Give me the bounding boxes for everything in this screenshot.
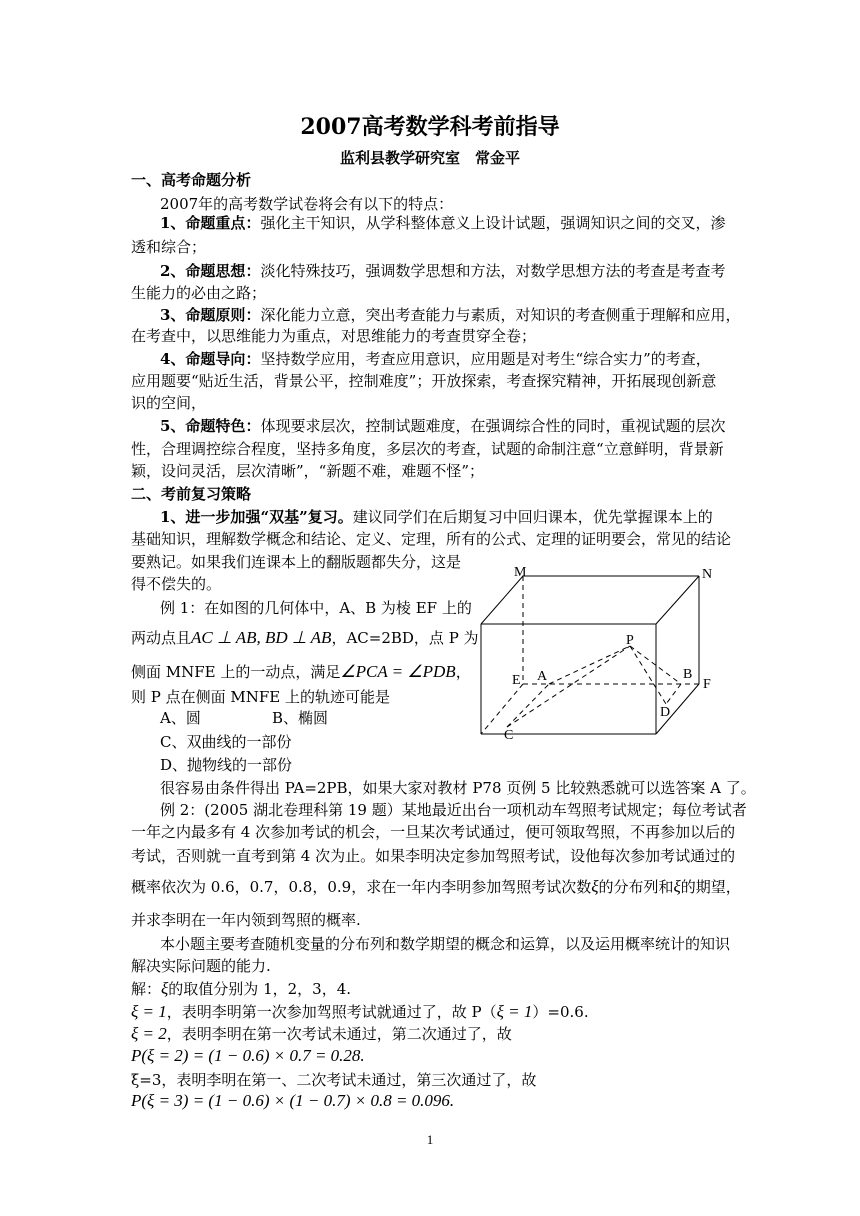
option-c: C、双曲线的一部份 — [160, 733, 292, 751]
point3-label: 3、命题原则： — [160, 306, 261, 324]
section1-intro: 2007年的高考数学试卷将会有以下的特点： — [160, 195, 454, 213]
segment-BD — [666, 684, 681, 704]
point4-line1 — [160, 349, 711, 369]
example2-line3: 考试，否则就一直考到第 4 次为止。如果李明决定参加驾照考试，设他每次参加考试通过的 — [131, 847, 736, 865]
example1-text-post: ，AC=2BD，点 P 为 — [331, 629, 479, 647]
point1-label: 1、命题重点： — [160, 214, 261, 232]
edge-M-front — [481, 576, 523, 624]
point4-line2: 应用题要“贴近生活，背景公平，控制难度”；开放探索，考查探究精神，开拓展现创新意 — [131, 372, 717, 390]
segment-CA — [507, 684, 549, 727]
solution-text-2: ，表明李明第一次参加驾照考试就通过了，故 P（ — [166, 1003, 497, 1021]
example1-text: 两动点且 — [131, 629, 192, 647]
solution-math-xi1b: ξ = 1 — [496, 1002, 533, 1021]
point1-line1 — [160, 213, 725, 233]
label-E: E — [512, 673, 521, 688]
point3-line2: 在考查中，以思维能力为重点，对思维能力的考查贯穿全卷； — [131, 327, 537, 345]
example2-text-4-mid: 的分布列和 — [598, 878, 674, 896]
solution-text-2-end: ）=0.6. — [532, 1003, 589, 1021]
example1-line4: 则 P 点在侧面 MNFE 上的轨迹可能是 — [131, 688, 391, 706]
example1-text-3: 侧面 MNFE 上的一动点，满足 — [131, 663, 341, 681]
point4-line3: 识的空间， — [131, 394, 207, 412]
solution-text-1: 的取值分别为 1，2，3，4. — [168, 980, 352, 998]
geometry-figure — [470, 564, 732, 746]
solution-formula-p2: P(ξ = 2) = (1 − 0.6) × 0.7 = 0.28. — [131, 1046, 365, 1065]
point2-line1 — [160, 261, 725, 281]
point3-text: 深化能力立意，突出考查能力与素质，对知识的考查侧重于理解和应用， — [260, 306, 741, 324]
solution-line5: ξ=3，表明李明在第一、二次考试未通过，第三次通过了，故 — [131, 1071, 537, 1089]
point5-text: 体现要求层次，控制试题难度，在强调综合性的同时，重视试题的层次 — [260, 417, 726, 435]
solution-text-3: ，表明李明在第一次考试未通过，第二次通过了，故 — [166, 1025, 512, 1043]
solution-math-xi1: ξ = 1 — [131, 1002, 167, 1021]
label-P: P — [626, 633, 634, 648]
label-M: M — [514, 565, 527, 580]
xi-symbol: ξ — [161, 979, 169, 998]
author-line: 监利县教学研究室 常金平 — [339, 149, 520, 167]
example2-line4 — [131, 877, 741, 897]
point1-line2: 透和综合； — [131, 238, 207, 256]
solution-line2 — [131, 1002, 589, 1022]
strategy1-line1 — [160, 507, 713, 527]
example2-text-4-post: 的期望， — [680, 878, 741, 896]
xi-symbol: ξ — [591, 877, 599, 896]
xi-symbol: ξ — [673, 877, 681, 896]
segment-PD — [630, 646, 666, 704]
example2-text-4: 概率依次为 0.6，0.7，0.8，0.9，求在一年内李明参加驾照考试次数 — [131, 878, 592, 896]
example1-line1: 例 1：在如图的几何体中，A、B 为棱 EF 上的 — [160, 599, 472, 617]
label-A: A — [537, 669, 548, 684]
strategy1-label: 1、进一步加强“双基”复习。 — [160, 508, 353, 526]
solution-prefix: 解： — [131, 980, 162, 998]
point2-label: 2、命题思想： — [160, 262, 261, 280]
solution-line4 — [131, 1046, 365, 1066]
strategy1-text: 建议同学们在后期复习中回归课本，优先掌握课本上的 — [352, 508, 713, 526]
example2-line6: 本小题主要考查随机变量的分布列和数学期望的概念和运算，以及运用概率统计的知识 — [160, 935, 731, 953]
option-d: D、抛物线的一部份 — [160, 756, 293, 774]
strategy1-line2: 基础知识，理解数学概念和结论、定义、定理，所有的公式、定理的证明要会，常见的结论 — [131, 530, 732, 548]
point4-label: 4、命题导向： — [160, 350, 261, 368]
label-C: C — [504, 728, 514, 743]
solution-line1 — [131, 979, 351, 999]
point2-text: 淡化特殊技巧，强调数学思想和方法，对数学思想方法的考查是考查考 — [260, 262, 726, 280]
example1-math-angle: ∠PCA = ∠PDB — [340, 662, 456, 681]
example2-line1: 例 2：(2005 湖北卷理科第 19 题）某地最近出台一项机动车驾照考试规定；每位考试者 — [160, 801, 747, 819]
solution-line6 — [131, 1091, 454, 1111]
segment-PA — [549, 646, 630, 684]
example1-line3 — [131, 662, 471, 682]
example2-line2: 一年之内最多有 4 次参加考试的机会，一旦某次考试通过，便可领取驾照，不再参加以后的 — [131, 823, 736, 841]
strategy1-line4: 得不偿失的。 — [131, 575, 222, 593]
point4-text: 坚持数学应用，考查应用意识，应用题是对考生“综合实力”的考查， — [260, 350, 711, 368]
label-D: D — [660, 705, 671, 720]
section2-heading: 二、考前复习策略 — [131, 485, 252, 503]
option-b: B、椭圆 — [272, 709, 329, 727]
section1-heading: 一、高考命题分析 — [131, 171, 252, 189]
edge-E-bottom — [481, 684, 523, 734]
solution-formula-p3: P(ξ = 3) = (1 − 0.6) × (1 − 0.7) × 0.8 = 0.096. — [131, 1091, 455, 1110]
label-N: N — [702, 567, 713, 582]
point5-line2: 性，合理调控综合程度，坚持多角度，多层次的考查，试题的命制注意“立意鲜明，背景新 — [131, 440, 724, 458]
example1-text-3-post: ， — [455, 663, 471, 681]
example2-line5: 并求李明在一年内领到驾照的概率. — [131, 911, 361, 929]
example1-math-perp: AC ⊥ AB, BD ⊥ AB — [191, 628, 332, 647]
option-a: A、圆 — [160, 709, 201, 727]
point5-label: 5、命题特色： — [160, 417, 261, 435]
label-F: F — [703, 677, 711, 692]
example1-answer: 很容易由条件得出 PA=2PB，如果大家对教材 P78 页例 5 比较熟悉就可以选答案 A 了。 — [160, 779, 756, 797]
point5-line3: 颖，设问灵活，层次清晰”，“新题不难，难题不怪”； — [131, 462, 485, 480]
solution-math-xi2: ξ = 2 — [131, 1024, 167, 1043]
example2-line7: 解决实际问题的能力. — [131, 957, 271, 975]
label-B: B — [683, 667, 693, 682]
strategy1-line3: 要熟记。如果我们连课本上的翻版题都失分，这是 — [131, 553, 462, 571]
example1-line2 — [131, 628, 479, 648]
solution-line3 — [131, 1024, 512, 1044]
point2-line2: 生能力的必由之路； — [131, 284, 267, 302]
document-title: 2007高考数学科考前指导 — [300, 114, 560, 140]
edge-N-front — [656, 576, 699, 624]
point1-text: 强化主干知识，从学科整体意义上设计试题，强调知识之间的交叉，渗 — [260, 214, 726, 232]
segment-CP — [507, 646, 630, 727]
page-number: 1 — [426, 1132, 434, 1147]
point5-line1 — [160, 416, 725, 436]
point3-line1 — [160, 305, 740, 325]
